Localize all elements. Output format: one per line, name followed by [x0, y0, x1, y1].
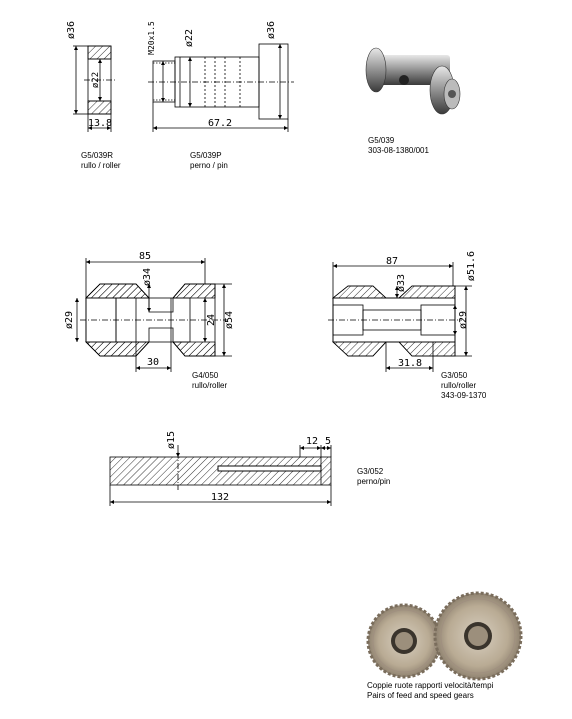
caption-gears-en: Pairs of feed and speed gears: [367, 691, 474, 700]
caption-g3-050: [441, 371, 486, 401]
caption-g5-039r-code: G5/039R: [81, 151, 114, 160]
dim-g5-039p-length: 67.2: [207, 118, 233, 129]
caption-g4-050-desc: rullo/roller: [192, 381, 228, 390]
dim-g5-039r-length: 13.8: [87, 118, 113, 129]
caption-g3-050-desc: rullo/roller: [441, 381, 477, 390]
caption-gears: [367, 681, 493, 701]
caption-g5-039r: [81, 151, 121, 171]
dim-g3-052-diameter: ø15: [166, 430, 177, 450]
caption-g4-050: [192, 371, 227, 391]
dim-g5-039r-inner-dia: ø22: [91, 71, 101, 89]
caption-g3-052-desc: perno/pin: [357, 477, 391, 486]
caption-g5-039p-code: G5/039P: [190, 151, 222, 160]
dim-g3-052-length: 132: [210, 492, 230, 503]
dim-g5-039r-outer-dia: ø36: [66, 20, 77, 40]
caption-gears-it: Coppie ruote rapporti velocità/tempi: [367, 681, 494, 690]
dim-g3-050-length: 87: [385, 256, 399, 267]
dim-g4-050-neck-dia: ø34: [142, 267, 153, 287]
dim-g5-039p-neck-dia: ø22: [184, 28, 195, 48]
dim-g4-050-inner-length: 30: [146, 357, 160, 368]
dim-g4-050-bore: 24: [206, 313, 217, 327]
dim-g3-050-right-dia: ø51.6: [466, 250, 477, 282]
caption-g3-050-code: G3/050: [441, 371, 468, 380]
gears-photo-image: [368, 593, 521, 679]
dim-g3-050-inner-length: 31.8: [397, 358, 423, 369]
dim-g4-050-length: 85: [138, 251, 152, 262]
caption-g5-039p-desc: perno / pin: [190, 161, 228, 170]
caption-g5-039r-desc: rullo / roller: [81, 161, 121, 170]
dim-g5-039p-head-dia: ø36: [266, 20, 277, 40]
caption-g5-039: [368, 136, 429, 156]
dim-g3-050-neck-dia: ø33: [396, 273, 407, 293]
caption-g5-039-ref: 303-08-1380/001: [368, 146, 429, 155]
caption-g4-050-code: G4/050: [192, 371, 219, 380]
dim-g5-039p-thread: M20x1.5: [147, 21, 156, 55]
caption-g5-039-code: G5/039: [368, 136, 395, 145]
dim-g4-050-left-dia: ø29: [64, 310, 75, 330]
photo-g5-039-roller-image: [366, 48, 460, 114]
caption-g3-052-code: G3/052: [357, 467, 384, 476]
caption-g5-039p: [190, 151, 228, 171]
caption-g3-052: [357, 467, 390, 487]
dim-g3-052-slot-b: 5: [324, 436, 332, 447]
dim-g4-050-right-dia: ø54: [224, 310, 235, 330]
dim-g3-052-slot-a: 12: [305, 436, 319, 447]
caption-g3-050-ref: 343-09-1370: [441, 391, 487, 400]
dim-g3-050-inner-dia: ø29: [458, 310, 469, 330]
